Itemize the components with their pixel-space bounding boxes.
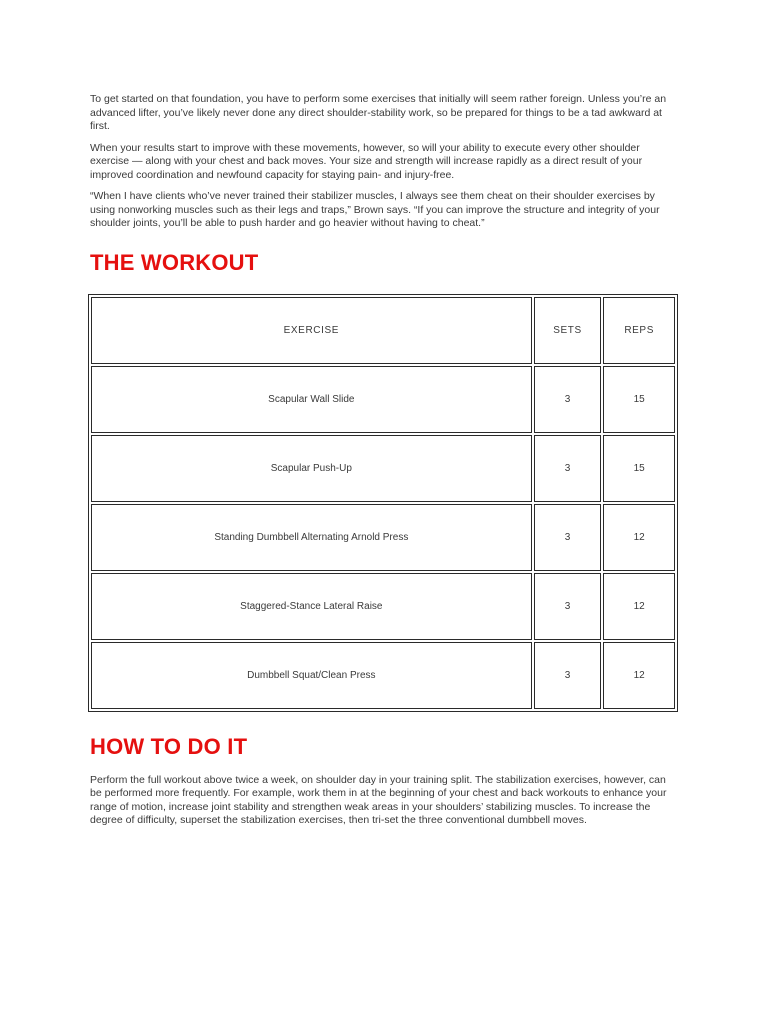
sets-column-header: SETS xyxy=(534,297,602,364)
intro-paragraph-2: When your results start to improve with these movements, however, so will your ability to execute every other shoulder exercise — along with your chest and back moves. Your size and strength will increase rapidly as a direct result of your improved coordination and newfound capacity for staying pain- and injury-free. xyxy=(90,141,643,181)
table-row xyxy=(91,366,675,433)
reps-cell: 15 xyxy=(603,366,675,433)
workout-heading: THE WORKOUT xyxy=(90,249,259,275)
exercise-cell: Staggered-Stance Lateral Raise xyxy=(91,573,532,640)
table-row xyxy=(91,642,675,709)
intro-paragraph-1: To get started on that foundation, you have to perform some exercises that initially will seem rather foreign. Unless you’re an advanced lifter, you’ve likely never done any direct shoulder-stability work, so be prepared for things to be a tad awkward at first. xyxy=(90,93,667,132)
intro-paragraph-3: “When I have clients who’ve never trained their stabilizer muscles, I always see them cheat on their shoulder exercises by using nonworking muscles such as their legs and traps,” Brown says. “If you can improve the structure and integrity of your shoulder joints, you’ll be able to push harder and go heavier without having to cheat.” xyxy=(90,190,660,229)
sets-cell: 3 xyxy=(534,573,602,640)
exercise-cell: Standing Dumbbell Alternating Arnold Press xyxy=(91,504,532,571)
exercise-cell: Scapular Push-Up xyxy=(91,435,532,502)
table-row xyxy=(91,504,675,571)
reps-cell: 12 xyxy=(603,642,675,709)
sets-cell: 3 xyxy=(534,435,602,502)
table-row xyxy=(91,435,675,502)
exercise-cell: Scapular Wall Slide xyxy=(91,366,532,433)
exercise-cell: Dumbbell Squat/Clean Press xyxy=(91,642,532,709)
article-body xyxy=(90,93,680,836)
how-to-heading: HOW TO DO IT xyxy=(90,733,248,759)
sets-cell: 3 xyxy=(534,642,602,709)
reps-cell: 12 xyxy=(603,573,675,640)
table-row xyxy=(91,573,675,640)
reps-cell: 15 xyxy=(603,435,675,502)
sets-cell: 3 xyxy=(534,504,602,571)
reps-column-header: REPS xyxy=(603,297,675,364)
exercise-column-header: EXERCISE xyxy=(91,297,532,364)
reps-cell: 12 xyxy=(603,504,675,571)
how-to-paragraph: Perform the full workout above twice a week, on shoulder day in your training split. The stabilization exercises, however, can be performed more frequently. For example, work them in at the beginning of your chest and back workouts to enhance your range of motion, increase joint stability and strengthen weak areas in your shoulders’ stabilizing muscles. To increase the degree of difficulty, superset the stabilization exercises, then tri-set the three conventional dumbbell moves. xyxy=(90,773,667,826)
sets-cell: 3 xyxy=(534,366,602,433)
workout-table xyxy=(88,294,678,712)
table-header-row xyxy=(91,297,675,364)
